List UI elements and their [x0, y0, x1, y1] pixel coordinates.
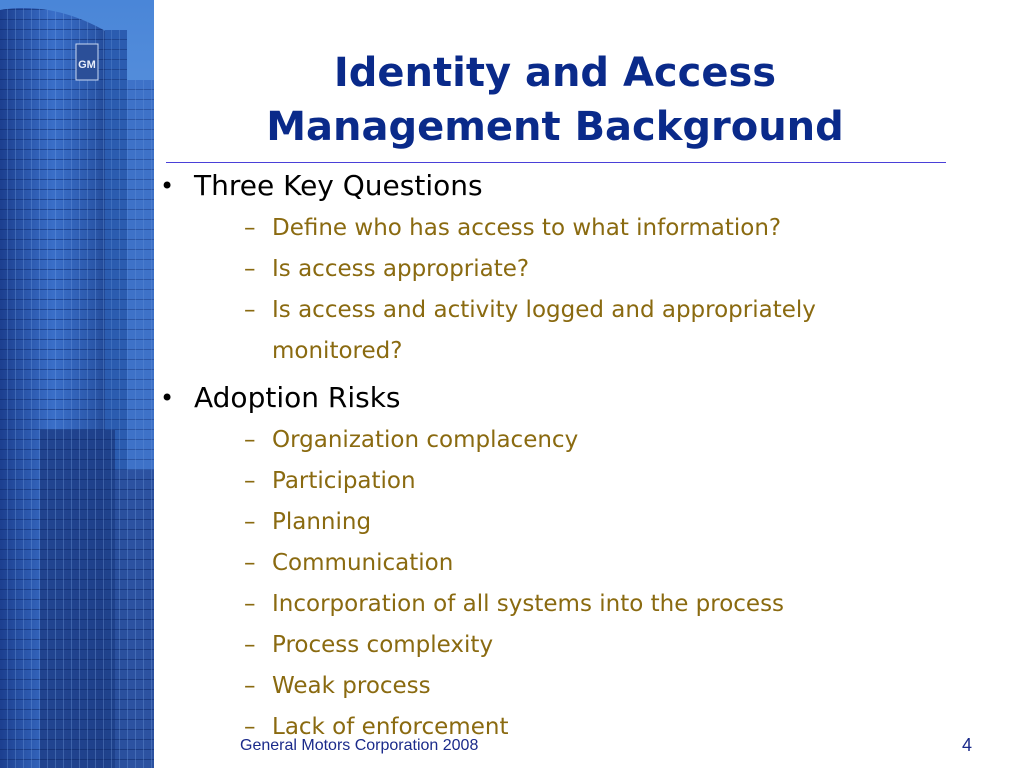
list-item: – Process complexity [194, 625, 940, 666]
bullet-section [160, 166, 940, 372]
list-item: – Is access and activity logged and appropriately monitored? [194, 290, 940, 372]
section-heading: • Adoption Risks [194, 381, 401, 414]
list-item: – Communication [194, 543, 940, 584]
slide-content [160, 166, 940, 754]
list-item: – Weak process [194, 666, 940, 707]
list-item: – Planning [194, 502, 940, 543]
slide-footer: General Motors Corporation 2008 [240, 737, 479, 754]
building-photo [0, 0, 154, 768]
list-item: – Organization complacency [194, 420, 940, 461]
section-heading: • Three Key Questions [194, 169, 483, 202]
list-item: – Lack of enforcement [194, 707, 940, 748]
slide-title [170, 46, 940, 154]
list-item: – Incorporation of all systems into the process [194, 584, 940, 625]
title-line-1: Identity and Access [333, 50, 777, 96]
list-item: – Define who has access to what information? [194, 208, 940, 249]
page-number: 4 [962, 735, 973, 755]
sub-list [194, 208, 940, 372]
sub-list [194, 420, 940, 748]
gm-logo: GM [78, 59, 96, 71]
building-illustration [0, 0, 154, 768]
bullet-section [160, 378, 940, 748]
title-divider [166, 162, 946, 163]
title-line-2: Management Background [266, 104, 844, 150]
list-item: – Participation [194, 461, 940, 502]
list-item: – Is access appropriate? [194, 249, 940, 290]
